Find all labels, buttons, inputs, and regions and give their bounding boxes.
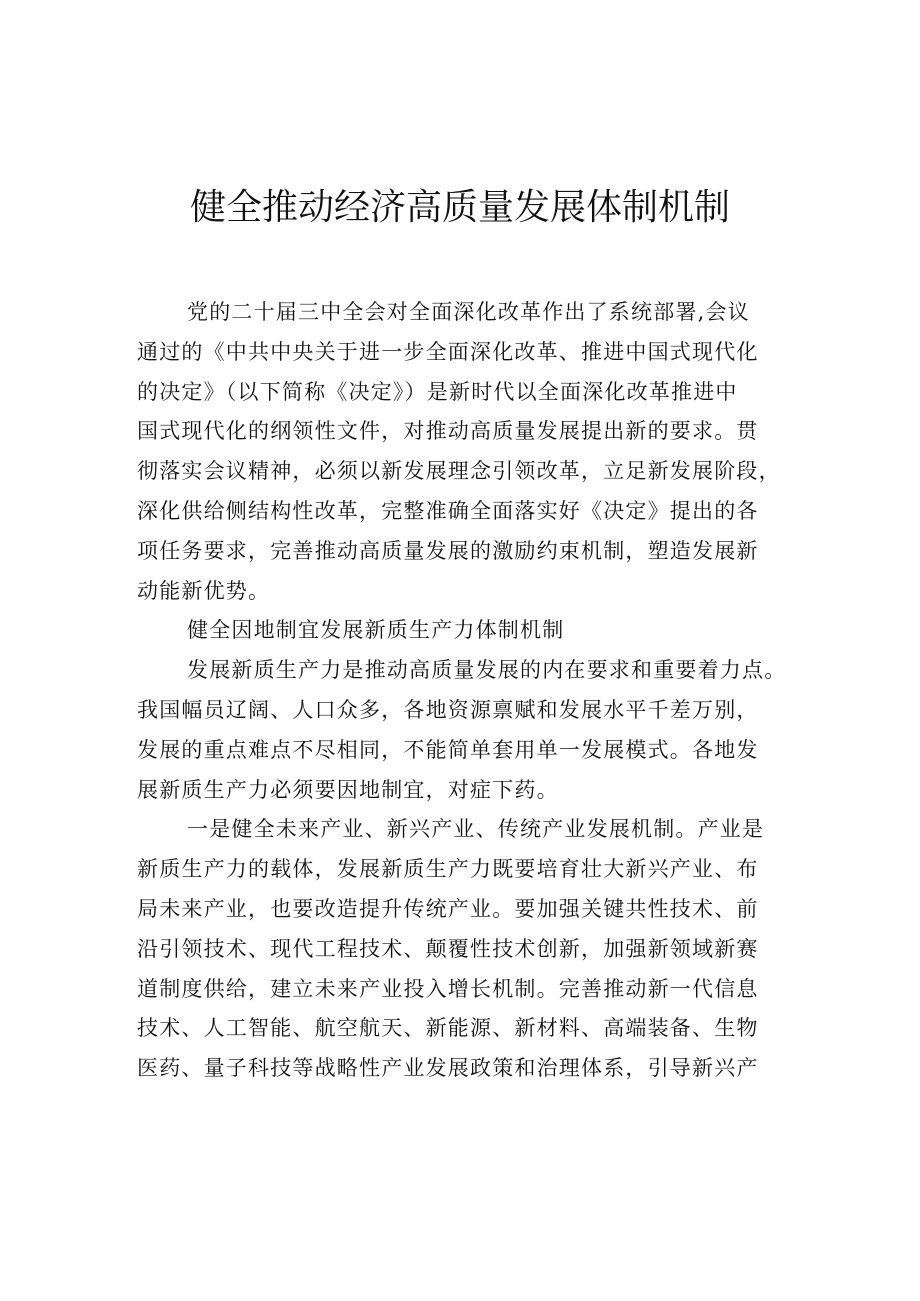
text-line: 深化供给侧结构性改革，完整准确全面落实好《决定》提出的各: [137, 498, 759, 523]
text-line: 项任务要求，完善推动高质量发展的激励约束机制，塑造发展新: [137, 538, 759, 563]
document-title: 健全推动经济高质量发展体制机制: [189, 187, 730, 228]
section-heading: [137, 611, 789, 651]
text-line: 新质生产力的载体，发展新质生产力既要培育壮大新兴产业、布: [137, 857, 759, 882]
text-line: 党的二十届三中全会对全面深化改革作出了系统部署,会议: [187, 300, 750, 324]
text-line: 发展的重点难点不尽相同，不能简单套用单一发展模式。各地发: [137, 737, 759, 762]
paragraph-intro: [137, 293, 789, 611]
document-body: [137, 293, 789, 1089]
text-line: 国式现代化的纲领性文件，对推动高质量发展提出新的要求。贯: [137, 419, 759, 444]
text-line: 动能新优势。: [137, 578, 271, 603]
text-line: 局未来产业，也要改造提升传统产业。要加强关键共性技术、前: [137, 896, 759, 921]
section-heading-text: 健全因地制宜发展新质生产力体制机制: [187, 618, 565, 643]
text-line: 一是健全未来产业、新兴产业、传统产业发展机制。产业是: [187, 817, 765, 842]
text-line: 道制度供给，建立未来产业投入增长机制。完善推动新一代信息: [137, 976, 759, 1001]
text-line: 发展新质生产力是推动高质量发展的内在要求和重要着力点。: [187, 658, 787, 683]
text-line: 技术、人工智能、航空航天、新能源、新材料、高端装备、生物: [137, 1016, 759, 1041]
text-line: 彻落实会议精神，必须以新发展理念引领改革，立足新发展阶段，: [137, 459, 781, 484]
text-line: 的决定》（以下简称《决定》）是新时代以全面深化改革推进中: [137, 379, 738, 404]
paragraph-industry-mechanism: [137, 810, 789, 1089]
text-line: 我国幅员辽阔、人口众多，各地资源禀赋和发展水平千差万别，: [137, 697, 759, 722]
text-line: 展新质生产力必须要因地制宜，对症下药。: [137, 777, 559, 802]
text-line: 通过的《中共中央关于进一步全面深化改革、推进中国式现代化: [137, 339, 759, 364]
paragraph-new-productivity: [137, 651, 789, 810]
text-line: 医药、量子科技等战略性产业发展政策和治理体系，引导新兴产: [137, 1056, 759, 1081]
text-line: 沿引领技术、现代工程技术、颠覆性技术创新，加强新领域新赛: [137, 936, 759, 961]
